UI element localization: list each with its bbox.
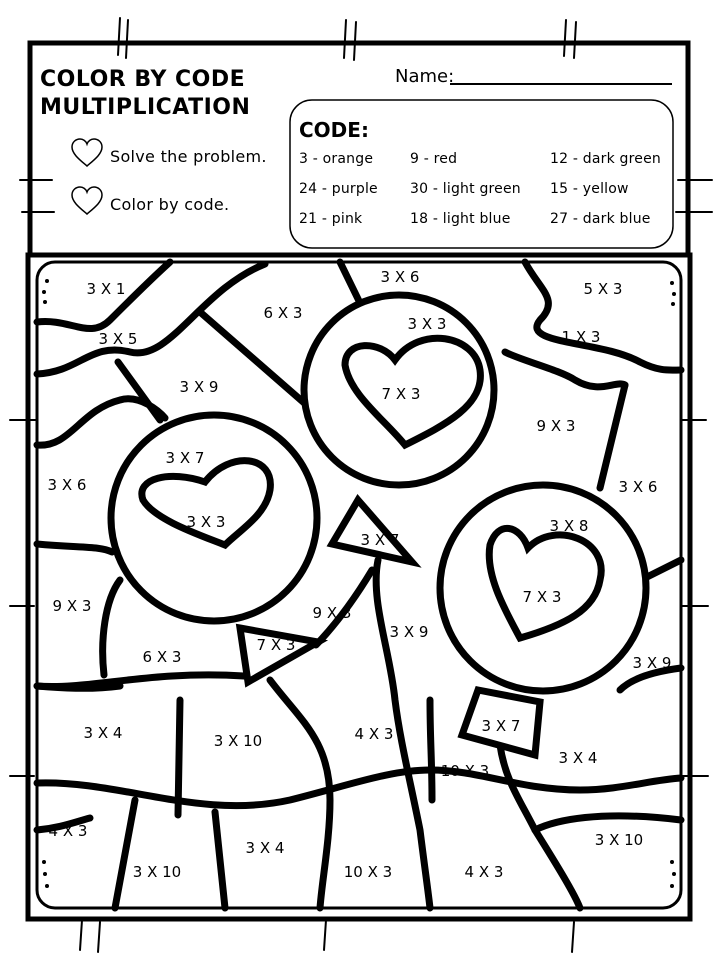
- code-entry: 24 - purple: [299, 181, 378, 197]
- problem-label: 3 X 10: [594, 831, 644, 849]
- problem-label: 3 X 7: [360, 531, 400, 549]
- problem-label: 3 X 8: [549, 517, 589, 535]
- code-entry: 15 - yellow: [550, 181, 629, 197]
- problem-label: 4 X 3: [48, 822, 88, 840]
- problem-label: 3 X 6: [618, 478, 658, 496]
- problem-label: 5 X 3: [583, 280, 623, 298]
- problem-label: 3 X 1: [86, 280, 126, 298]
- problem-label: 3 X 4: [245, 839, 285, 857]
- code-entry: 18 - light blue: [410, 211, 511, 227]
- problem-label: 7 X 3: [522, 588, 562, 606]
- code-entry: 12 - dark green: [550, 151, 661, 167]
- problem-label: 3 X 7: [481, 717, 521, 735]
- problem-label: 9 X 3: [312, 604, 352, 622]
- code-entry: 9 - red: [410, 151, 458, 167]
- problem-label: 3 X 6: [380, 268, 420, 286]
- problem-label: 9 X 3: [52, 597, 92, 615]
- problem-label: 7 X 3: [256, 636, 296, 654]
- problem-label: 3 X 4: [83, 724, 123, 742]
- problem-label: 3 X 9: [179, 378, 219, 396]
- problem-label: 10 X 3: [440, 762, 490, 780]
- instruction-solve: Solve the problem.: [110, 147, 267, 166]
- problem-label: 3 X 10: [132, 863, 182, 881]
- problem-label: 3 X 10: [213, 732, 263, 750]
- problem-label: 3 X 7: [165, 449, 205, 467]
- code-entry: 21 - pink: [299, 211, 363, 227]
- problem-label: 6 X 3: [263, 304, 303, 322]
- problem-label: 9 X 3: [536, 417, 576, 435]
- problem-label: 3 X 3: [186, 513, 226, 531]
- heart-outline-icon: [70, 186, 104, 216]
- problem-label: 6 X 3: [142, 648, 182, 666]
- problem-label: 10 X 3: [343, 863, 393, 881]
- problem-label: 7 X 3: [381, 385, 421, 403]
- code-entry: 3 - orange: [299, 151, 374, 167]
- code-entry: 27 - dark blue: [550, 211, 651, 227]
- title-line-2: MULTIPLICATION: [40, 95, 251, 120]
- problem-label: 4 X 3: [354, 725, 394, 743]
- code-title: CODE:: [299, 118, 369, 142]
- problem-label: 3 X 9: [632, 654, 672, 672]
- code-entry: 30 - light green: [410, 181, 521, 197]
- worksheet-title: [40, 66, 280, 122]
- problem-label: 3 X 6: [47, 476, 87, 494]
- problem-label: 3 X 4: [558, 749, 598, 767]
- name-label: Name:: [395, 66, 455, 87]
- instruction-color: Color by code.: [110, 195, 230, 214]
- problem-label: 3 X 5: [98, 330, 138, 348]
- problem-label: 3 X 9: [389, 623, 429, 641]
- title-line-1: COLOR BY CODE: [40, 67, 246, 92]
- problem-label: 4 X 3: [464, 863, 504, 881]
- problem-label: 3 X 3: [407, 315, 447, 333]
- heart-outline-icon: [70, 138, 104, 168]
- problem-label: 1 X 3: [561, 328, 601, 346]
